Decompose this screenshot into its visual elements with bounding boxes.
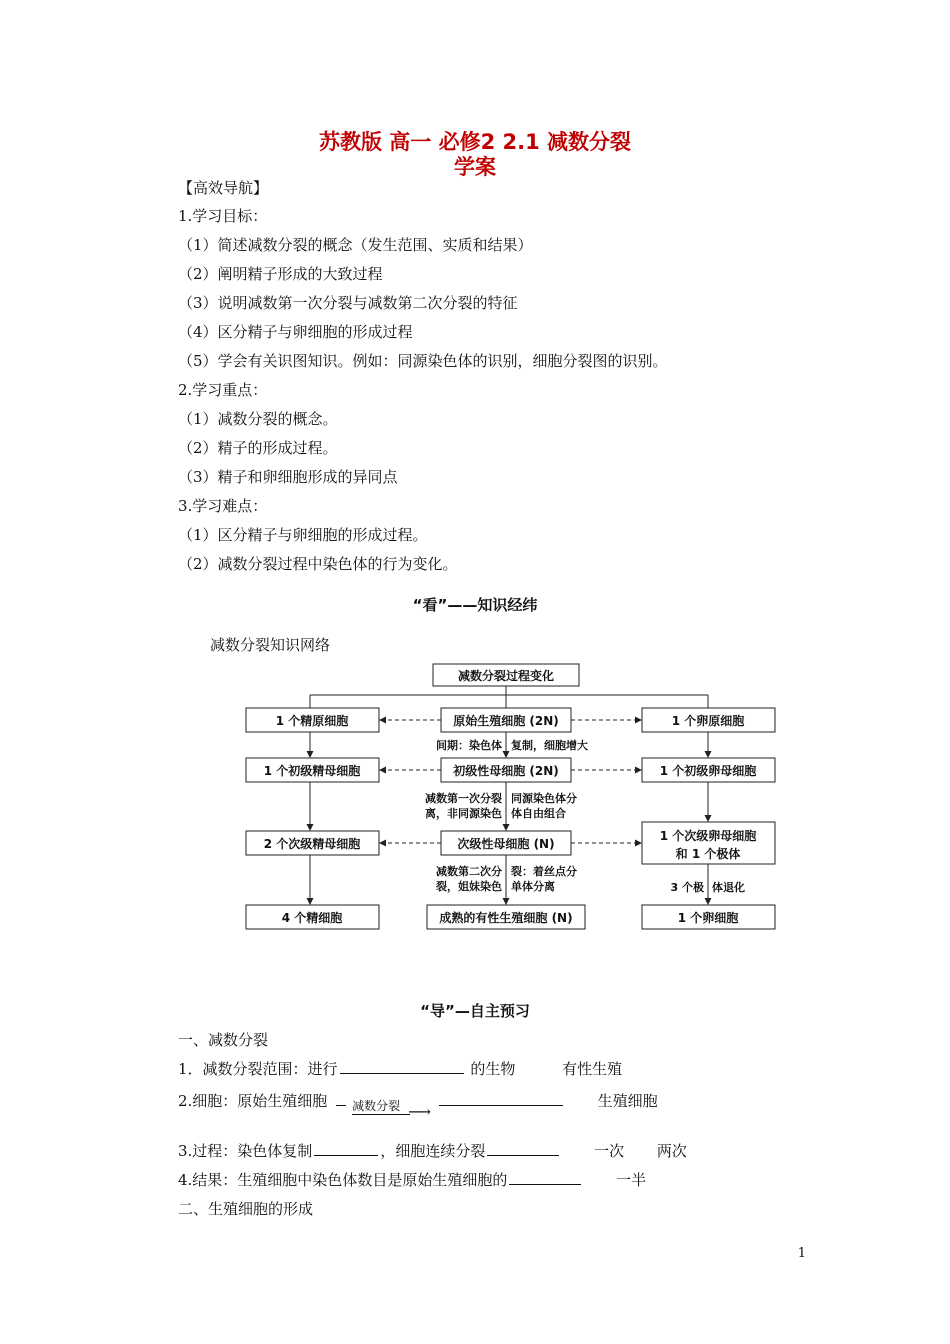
diagram-note: 裂，姐妹染色 — [436, 880, 502, 893]
q2-blank — [439, 1093, 563, 1106]
nav-header: 【高效导航】 — [178, 179, 269, 197]
doc-title-line2: 学案 — [454, 155, 496, 179]
diagram-right-label: 1 个初级卵母细胞 — [659, 764, 757, 778]
goal-item: （2）阐明精子形成的大致过程 — [178, 265, 383, 283]
diagram-note: 离，非同源染色 — [425, 807, 502, 820]
diagram-right-label: 1 个次级卵母细胞 — [659, 829, 757, 843]
goal-item: （5）学会有关识图知识。例如：同源染色体的识别，细胞分裂图的识别。 — [178, 352, 668, 370]
part1-heading: 一、减数分裂 — [178, 1031, 269, 1049]
diagram-note: 体退化 — [712, 881, 745, 894]
diagram-note: 同源染色体分 — [511, 792, 577, 805]
key-title: 2.学习重点： — [178, 381, 268, 399]
q1-prefix: 1．减数分裂范围：进行 — [178, 1060, 338, 1078]
key-item: （2）精子的形成过程。 — [178, 439, 338, 457]
q1-blank — [340, 1061, 464, 1074]
q2-arrow — [332, 1093, 432, 1121]
doc-title: 苏教版 高一 必修2 2.1 减数分裂 — [318, 130, 632, 154]
arrow-right-icon: ⟶ — [408, 1102, 432, 1121]
question-4 — [178, 1169, 646, 1190]
diagram-left-label: 4 个精细胞 — [281, 911, 343, 925]
diagram-right-label: 1 个卵细胞 — [677, 911, 739, 925]
q1-answer: 有性生殖 — [562, 1060, 623, 1078]
diagram-note: 裂：着丝点分 — [511, 865, 577, 878]
q4-answer: 一半 — [616, 1171, 647, 1189]
meiosis-flow-diagram — [240, 660, 800, 940]
key-item: （1）减数分裂的概念。 — [178, 410, 338, 428]
diagram-top-label: 减数分裂过程变化 — [457, 669, 555, 683]
diagram-left-label: 1 个精原细胞 — [275, 714, 349, 728]
diagram-note: 间期：染色体 — [436, 739, 502, 752]
part2-heading: 二、生殖细胞的形成 — [178, 1200, 314, 1218]
question-3 — [178, 1140, 687, 1161]
q3-answer: 两次 — [656, 1142, 687, 1160]
diagram-note: 复制，细胞增大 — [511, 739, 588, 752]
q4-blank — [509, 1172, 581, 1185]
q1-suffix: 的生物 — [470, 1060, 516, 1078]
page-number: 1 — [797, 1246, 806, 1261]
section-look-title: “看”——知识经纬 — [412, 596, 538, 614]
q4-prefix: 4.结果：生殖细胞中染色体数目是原始生殖细胞的 — [178, 1171, 508, 1189]
diagram-note: 减数第二次分 — [436, 865, 502, 878]
section-look-subtitle: 减数分裂知识网络 — [210, 636, 331, 654]
goal-item: （4）区分精子与卵细胞的形成过程 — [178, 323, 413, 341]
diagram-center-label: 初级性母细胞 (2N) — [453, 764, 559, 778]
question-1 — [178, 1058, 622, 1079]
goal-item: （3）说明减数第一次分裂与减数第二次分裂的特征 — [178, 294, 518, 312]
diagram-right-label: 1 个卵原细胞 — [671, 714, 745, 728]
q2-prefix: 2.细胞：原始生殖细胞 — [178, 1092, 328, 1110]
hard-title: 3.学习难点： — [178, 497, 268, 515]
q2-answer: 生殖细胞 — [597, 1092, 658, 1110]
q2-arrow-label: 减数分裂 — [352, 1099, 401, 1113]
question-2 — [178, 1090, 658, 1121]
diagram-note: 单体分离 — [511, 880, 555, 893]
diagram-center-label: 次级性母细胞 (N) — [457, 837, 555, 851]
hard-item: （2）减数分裂过程中染色体的行为变化。 — [178, 555, 458, 573]
q3-prefix: 3.过程：染色体复制 — [178, 1142, 313, 1160]
q3-mid: ，细胞连续分裂 — [380, 1142, 486, 1160]
hard-item: （1）区分精子与卵细胞的形成过程。 — [178, 526, 428, 544]
diagram-note: 体自由组合 — [511, 807, 566, 820]
goal-item: （1）简述减数分裂的概念（发生范围、实质和结果） — [178, 236, 533, 254]
diagram-center-label: 成熟的有性生殖细胞 (N) — [439, 911, 573, 925]
diagram-left-label: 1 个初级精母细胞 — [263, 764, 361, 778]
goals-title: 1.学习目标： — [178, 207, 268, 225]
key-item: （3）精子和卵细胞形成的异同点 — [178, 468, 398, 486]
section-guide-title: “导”—自主预习 — [420, 1002, 530, 1020]
diagram-note: 3 个极 — [670, 881, 704, 894]
q3-blank — [487, 1143, 559, 1156]
q3-answer: 一次 — [594, 1142, 625, 1160]
diagram-right-label: 和 1 个极体 — [675, 847, 741, 861]
diagram-center-label: 原始生殖细胞 (2N) — [453, 714, 559, 728]
diagram-left-label: 2 个次级精母细胞 — [263, 837, 361, 851]
diagram-note: 减数第一次分裂 — [425, 792, 502, 805]
q3-blank — [314, 1143, 378, 1156]
